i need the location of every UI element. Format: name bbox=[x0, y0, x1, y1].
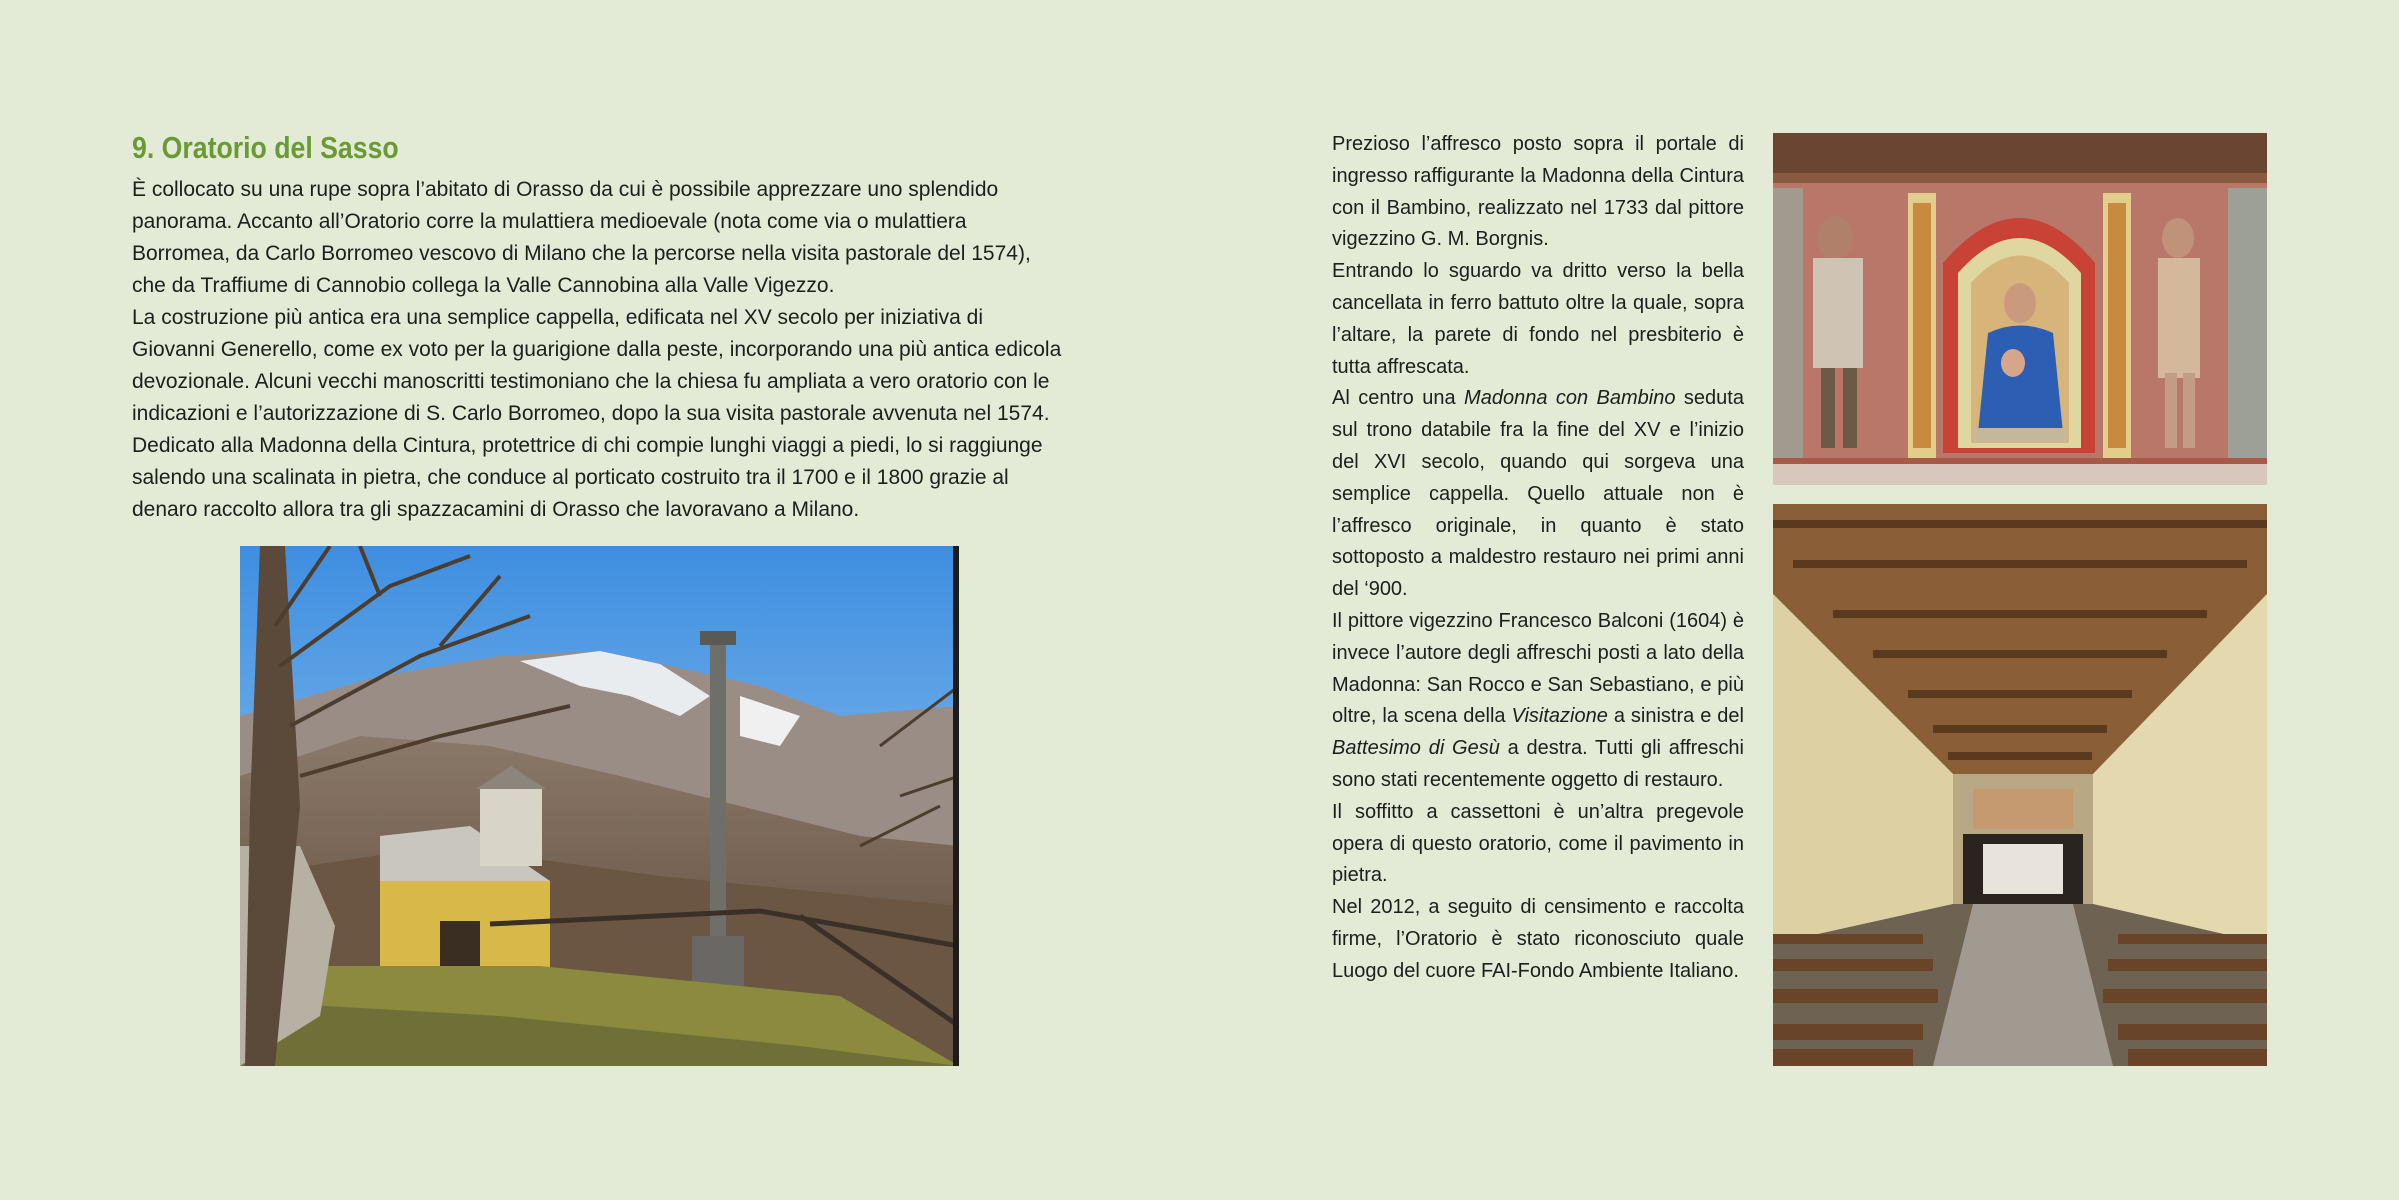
paragraph-3: Dedicato alla Madonna della Cintura, protettrice di chi compie lunghi viaggi a piedi, lo si raggiunge salendo una scalinata in pietra, che conduce al porticato costruito tra il 1700 e il 1800 grazie al denaro raccolto allora tra gli spazzacamini di Orasso che lavoravano a Milano. bbox=[132, 434, 1043, 521]
right-paragraph-4 bbox=[1332, 606, 1744, 797]
right-paragraph-6: Nel 2012, a seguito di censimento e raccolta firme, l’Oratorio è stato riconosciuto quale Luogo del cuore FAI-Fondo Ambiente Italiano. bbox=[1332, 896, 1744, 982]
text-run: seduta sul trono databile fra la fine del XV e l’inizio del XVI secolo, quando qui sorgeva una semplice cappella. Quello attuale non è l’affresco originale, in quanto è stato sottoposto a maldestro restauro nei primi anni del ‘900. bbox=[1332, 387, 1744, 601]
text-run: a sinistra e del bbox=[1607, 705, 1744, 728]
photo-fresco-portal bbox=[1773, 133, 2267, 485]
photo-oratorio-interior bbox=[1773, 504, 2267, 1066]
paragraph-2: La costruzione più antica era una semplice cappella, edificata nel XV secolo per iniziativa di Giovanni Generello, come ex voto per la guarigione dalla peste, incorporando una più antica edicola devozionale. Alcuni vecchi manoscritti testimoniano che la chiesa fu ampliata a vero oratorio con le indicazioni e l’autorizzazione di S. Carlo Borromeo, dopo la sua visita pastorale avvenuta nel 1574. bbox=[132, 306, 1062, 425]
italic-title: Battesimo di Gesù bbox=[1332, 737, 1500, 760]
italic-title: Visitazione bbox=[1511, 705, 1608, 728]
text-run: a destra. Tutti gli affreschi sono stati recentemente oggetto di restauro. bbox=[1332, 737, 1744, 791]
italic-title: Madonna con Bambino bbox=[1464, 387, 1676, 410]
section-body bbox=[132, 174, 1070, 526]
text-run: Al centro una bbox=[1332, 387, 1465, 410]
left-page bbox=[0, 0, 1199, 1200]
photo-oratorio-exterior bbox=[240, 546, 959, 1066]
right-paragraph-5: Il soffitto a cassettoni è un’altra pregevole opera di questo oratorio, come il pavimento in pietra. bbox=[1332, 800, 1744, 887]
paragraph-1: È collocato su una rupe sopra l’abitato di Orasso da cui è possibile apprezzare uno splendido panorama. Accanto all’Oratorio corre la mulattiera medioevale (nota come via o mulattiera Borromea, da Carlo Borromeo vescovo di Milano che la percorse nella visita pastorale del 1574), che da Traffiume di Cannobio collega la Valle Cannobina alla Valle Vigezzo. bbox=[132, 178, 1031, 297]
right-page bbox=[1200, 0, 2399, 1200]
right-paragraph-3 bbox=[1332, 383, 1744, 606]
text-run: Il pittore vigezzino Francesco Balconi (1604) è invece l’autore degli affreschi posti a lato della Madonna: San Rocco e San Sebastiano, e più oltre, la scena della bbox=[1332, 609, 1744, 728]
section-title: 9. Oratorio del Sasso bbox=[132, 130, 399, 165]
right-paragraph-2: Entrando lo sguardo va dritto verso la bella cancellata in ferro battuto oltre la quale, sopra l’altare, la parete di fondo nel presbiterio è tutta affrescata. bbox=[1332, 260, 1744, 378]
right-paragraph-1: Prezioso l’affresco posto sopra il portale di ingresso raffigurante la Madonna della Cintura con il Bambino, realizzato nel 1733 dal pittore vigezzino G. M. Borgnis. bbox=[1332, 133, 1744, 251]
